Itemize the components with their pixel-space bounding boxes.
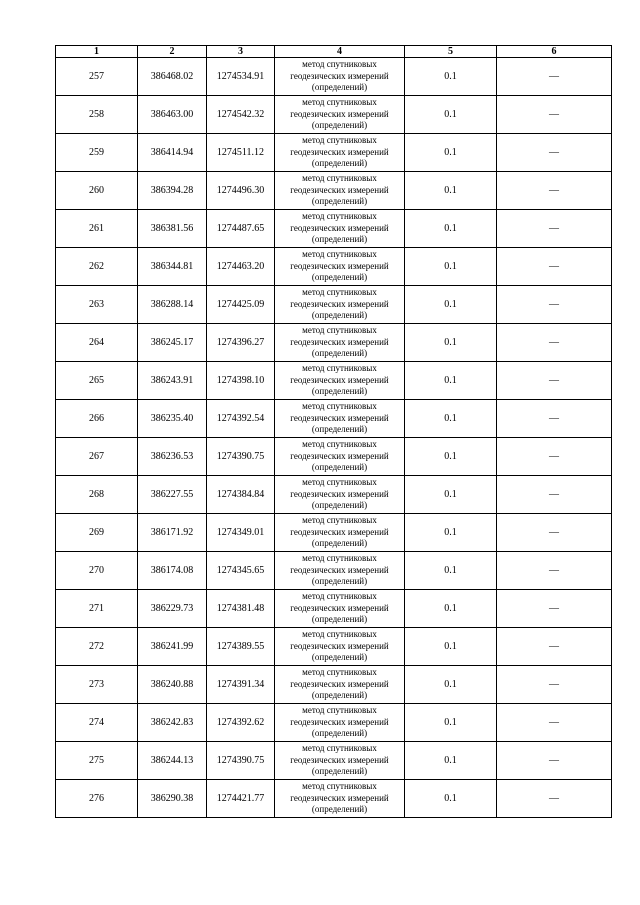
table-row <box>56 438 612 476</box>
method-cell: метод спутниковых геодезических измерений (определений) <box>275 704 405 742</box>
point-number-cell: 260 <box>56 172 138 210</box>
table-row <box>56 666 612 704</box>
accuracy-cell: 0.1 <box>405 248 497 286</box>
table-row <box>56 172 612 210</box>
note-cell: — <box>497 210 612 248</box>
y-coordinate-cell: 1274392.62 <box>207 704 275 742</box>
x-coordinate-cell: 386290.38 <box>138 780 207 818</box>
accuracy-cell: 0.1 <box>405 552 497 590</box>
point-number-cell: 272 <box>56 628 138 666</box>
note-cell: — <box>497 742 612 780</box>
method-cell: метод спутниковых геодезических измерений (определений) <box>275 476 405 514</box>
coordinates-table <box>55 45 612 818</box>
accuracy-cell: 0.1 <box>405 324 497 362</box>
point-number-cell: 266 <box>56 400 138 438</box>
method-cell: метод спутниковых геодезических измерений (определений) <box>275 552 405 590</box>
method-cell: метод спутниковых геодезических измерений (определений) <box>275 58 405 96</box>
table-body <box>56 58 612 818</box>
note-cell: — <box>497 438 612 476</box>
method-cell: метод спутниковых геодезических измерений (определений) <box>275 400 405 438</box>
method-cell: метод спутниковых геодезических измерений (определений) <box>275 172 405 210</box>
note-cell: — <box>497 514 612 552</box>
x-coordinate-cell: 386468.02 <box>138 58 207 96</box>
note-cell: — <box>497 590 612 628</box>
x-coordinate-cell: 386240.88 <box>138 666 207 704</box>
point-number-cell: 268 <box>56 476 138 514</box>
x-coordinate-cell: 386171.92 <box>138 514 207 552</box>
point-number-cell: 263 <box>56 286 138 324</box>
table-row <box>56 514 612 552</box>
y-coordinate-cell: 1274398.10 <box>207 362 275 400</box>
table-row <box>56 286 612 324</box>
method-cell: метод спутниковых геодезических измерений (определений) <box>275 742 405 780</box>
note-cell: — <box>497 58 612 96</box>
point-number-cell: 271 <box>56 590 138 628</box>
point-number-cell: 269 <box>56 514 138 552</box>
method-cell: метод спутниковых геодезических измерений (определений) <box>275 324 405 362</box>
accuracy-cell: 0.1 <box>405 96 497 134</box>
point-number-cell: 265 <box>56 362 138 400</box>
x-coordinate-cell: 386241.99 <box>138 628 207 666</box>
note-cell: — <box>497 286 612 324</box>
method-cell: метод спутниковых геодезических измерений (определений) <box>275 362 405 400</box>
point-number-cell: 273 <box>56 666 138 704</box>
y-coordinate-cell: 1274392.54 <box>207 400 275 438</box>
method-cell: метод спутниковых геодезических измерений (определений) <box>275 666 405 704</box>
y-coordinate-cell: 1274534.91 <box>207 58 275 96</box>
header-row <box>56 46 612 58</box>
note-cell: — <box>497 552 612 590</box>
table-row <box>56 210 612 248</box>
method-cell: метод спутниковых геодезических измерений (определений) <box>275 248 405 286</box>
table-row <box>56 400 612 438</box>
note-cell: — <box>497 362 612 400</box>
method-cell: метод спутниковых геодезических измерений (определений) <box>275 514 405 552</box>
note-cell: — <box>497 324 612 362</box>
method-cell: метод спутниковых геодезических измерений (определений) <box>275 210 405 248</box>
table-row <box>56 362 612 400</box>
method-cell: метод спутниковых геодезических измерений (определений) <box>275 780 405 818</box>
accuracy-cell: 0.1 <box>405 362 497 400</box>
x-coordinate-cell: 386244.13 <box>138 742 207 780</box>
accuracy-cell: 0.1 <box>405 134 497 172</box>
table-row <box>56 324 612 362</box>
method-cell: метод спутниковых геодезических измерений (определений) <box>275 134 405 172</box>
point-number-cell: 264 <box>56 324 138 362</box>
note-cell: — <box>497 628 612 666</box>
table-row <box>56 134 612 172</box>
point-number-cell: 262 <box>56 248 138 286</box>
x-coordinate-cell: 386174.08 <box>138 552 207 590</box>
accuracy-cell: 0.1 <box>405 628 497 666</box>
method-cell: метод спутниковых геодезических измерений (определений) <box>275 438 405 476</box>
method-cell: метод спутниковых геодезических измерений (определений) <box>275 628 405 666</box>
note-cell: — <box>497 704 612 742</box>
note-cell: — <box>497 780 612 818</box>
accuracy-cell: 0.1 <box>405 286 497 324</box>
point-number-cell: 275 <box>56 742 138 780</box>
y-coordinate-cell: 1274396.27 <box>207 324 275 362</box>
table-row <box>56 628 612 666</box>
y-coordinate-cell: 1274381.48 <box>207 590 275 628</box>
y-coordinate-cell: 1274345.65 <box>207 552 275 590</box>
accuracy-cell: 0.1 <box>405 514 497 552</box>
table-row <box>56 780 612 818</box>
point-number-cell: 261 <box>56 210 138 248</box>
table-row <box>56 742 612 780</box>
y-coordinate-cell: 1274349.01 <box>207 514 275 552</box>
note-cell: — <box>497 172 612 210</box>
x-coordinate-cell: 386394.28 <box>138 172 207 210</box>
x-coordinate-cell: 386229.73 <box>138 590 207 628</box>
header-cell-4: 4 <box>275 46 405 58</box>
note-cell: — <box>497 400 612 438</box>
header-cell-3: 3 <box>207 46 275 58</box>
table-row <box>56 552 612 590</box>
x-coordinate-cell: 386243.91 <box>138 362 207 400</box>
table-row <box>56 476 612 514</box>
accuracy-cell: 0.1 <box>405 780 497 818</box>
x-coordinate-cell: 386414.94 <box>138 134 207 172</box>
accuracy-cell: 0.1 <box>405 210 497 248</box>
point-number-cell: 258 <box>56 96 138 134</box>
y-coordinate-cell: 1274390.75 <box>207 438 275 476</box>
note-cell: — <box>497 96 612 134</box>
note-cell: — <box>497 248 612 286</box>
table-row <box>56 58 612 96</box>
accuracy-cell: 0.1 <box>405 590 497 628</box>
y-coordinate-cell: 1274463.20 <box>207 248 275 286</box>
x-coordinate-cell: 386235.40 <box>138 400 207 438</box>
note-cell: — <box>497 134 612 172</box>
table-row <box>56 248 612 286</box>
y-coordinate-cell: 1274425.09 <box>207 286 275 324</box>
x-coordinate-cell: 386344.81 <box>138 248 207 286</box>
x-coordinate-cell: 386288.14 <box>138 286 207 324</box>
point-number-cell: 257 <box>56 58 138 96</box>
method-cell: метод спутниковых геодезических измерений (определений) <box>275 286 405 324</box>
x-coordinate-cell: 386236.53 <box>138 438 207 476</box>
header-cell-2: 2 <box>138 46 207 58</box>
point-number-cell: 274 <box>56 704 138 742</box>
table-row <box>56 96 612 134</box>
y-coordinate-cell: 1274391.34 <box>207 666 275 704</box>
note-cell: — <box>497 666 612 704</box>
header-cell-5: 5 <box>405 46 497 58</box>
note-cell: — <box>497 476 612 514</box>
method-cell: метод спутниковых геодезических измерений (определений) <box>275 96 405 134</box>
accuracy-cell: 0.1 <box>405 172 497 210</box>
y-coordinate-cell: 1274390.75 <box>207 742 275 780</box>
accuracy-cell: 0.1 <box>405 400 497 438</box>
y-coordinate-cell: 1274389.55 <box>207 628 275 666</box>
accuracy-cell: 0.1 <box>405 704 497 742</box>
y-coordinate-cell: 1274487.65 <box>207 210 275 248</box>
accuracy-cell: 0.1 <box>405 666 497 704</box>
table-row <box>56 590 612 628</box>
accuracy-cell: 0.1 <box>405 476 497 514</box>
y-coordinate-cell: 1274511.12 <box>207 134 275 172</box>
x-coordinate-cell: 386463.00 <box>138 96 207 134</box>
point-number-cell: 267 <box>56 438 138 476</box>
y-coordinate-cell: 1274384.84 <box>207 476 275 514</box>
x-coordinate-cell: 386242.83 <box>138 704 207 742</box>
y-coordinate-cell: 1274496.30 <box>207 172 275 210</box>
accuracy-cell: 0.1 <box>405 58 497 96</box>
header-cell-6: 6 <box>497 46 612 58</box>
point-number-cell: 259 <box>56 134 138 172</box>
header-cell-1: 1 <box>56 46 138 58</box>
x-coordinate-cell: 386381.56 <box>138 210 207 248</box>
y-coordinate-cell: 1274542.32 <box>207 96 275 134</box>
x-coordinate-cell: 386227.55 <box>138 476 207 514</box>
point-number-cell: 276 <box>56 780 138 818</box>
point-number-cell: 270 <box>56 552 138 590</box>
method-cell: метод спутниковых геодезических измерений (определений) <box>275 590 405 628</box>
y-coordinate-cell: 1274421.77 <box>207 780 275 818</box>
x-coordinate-cell: 386245.17 <box>138 324 207 362</box>
accuracy-cell: 0.1 <box>405 438 497 476</box>
accuracy-cell: 0.1 <box>405 742 497 780</box>
table-row <box>56 704 612 742</box>
